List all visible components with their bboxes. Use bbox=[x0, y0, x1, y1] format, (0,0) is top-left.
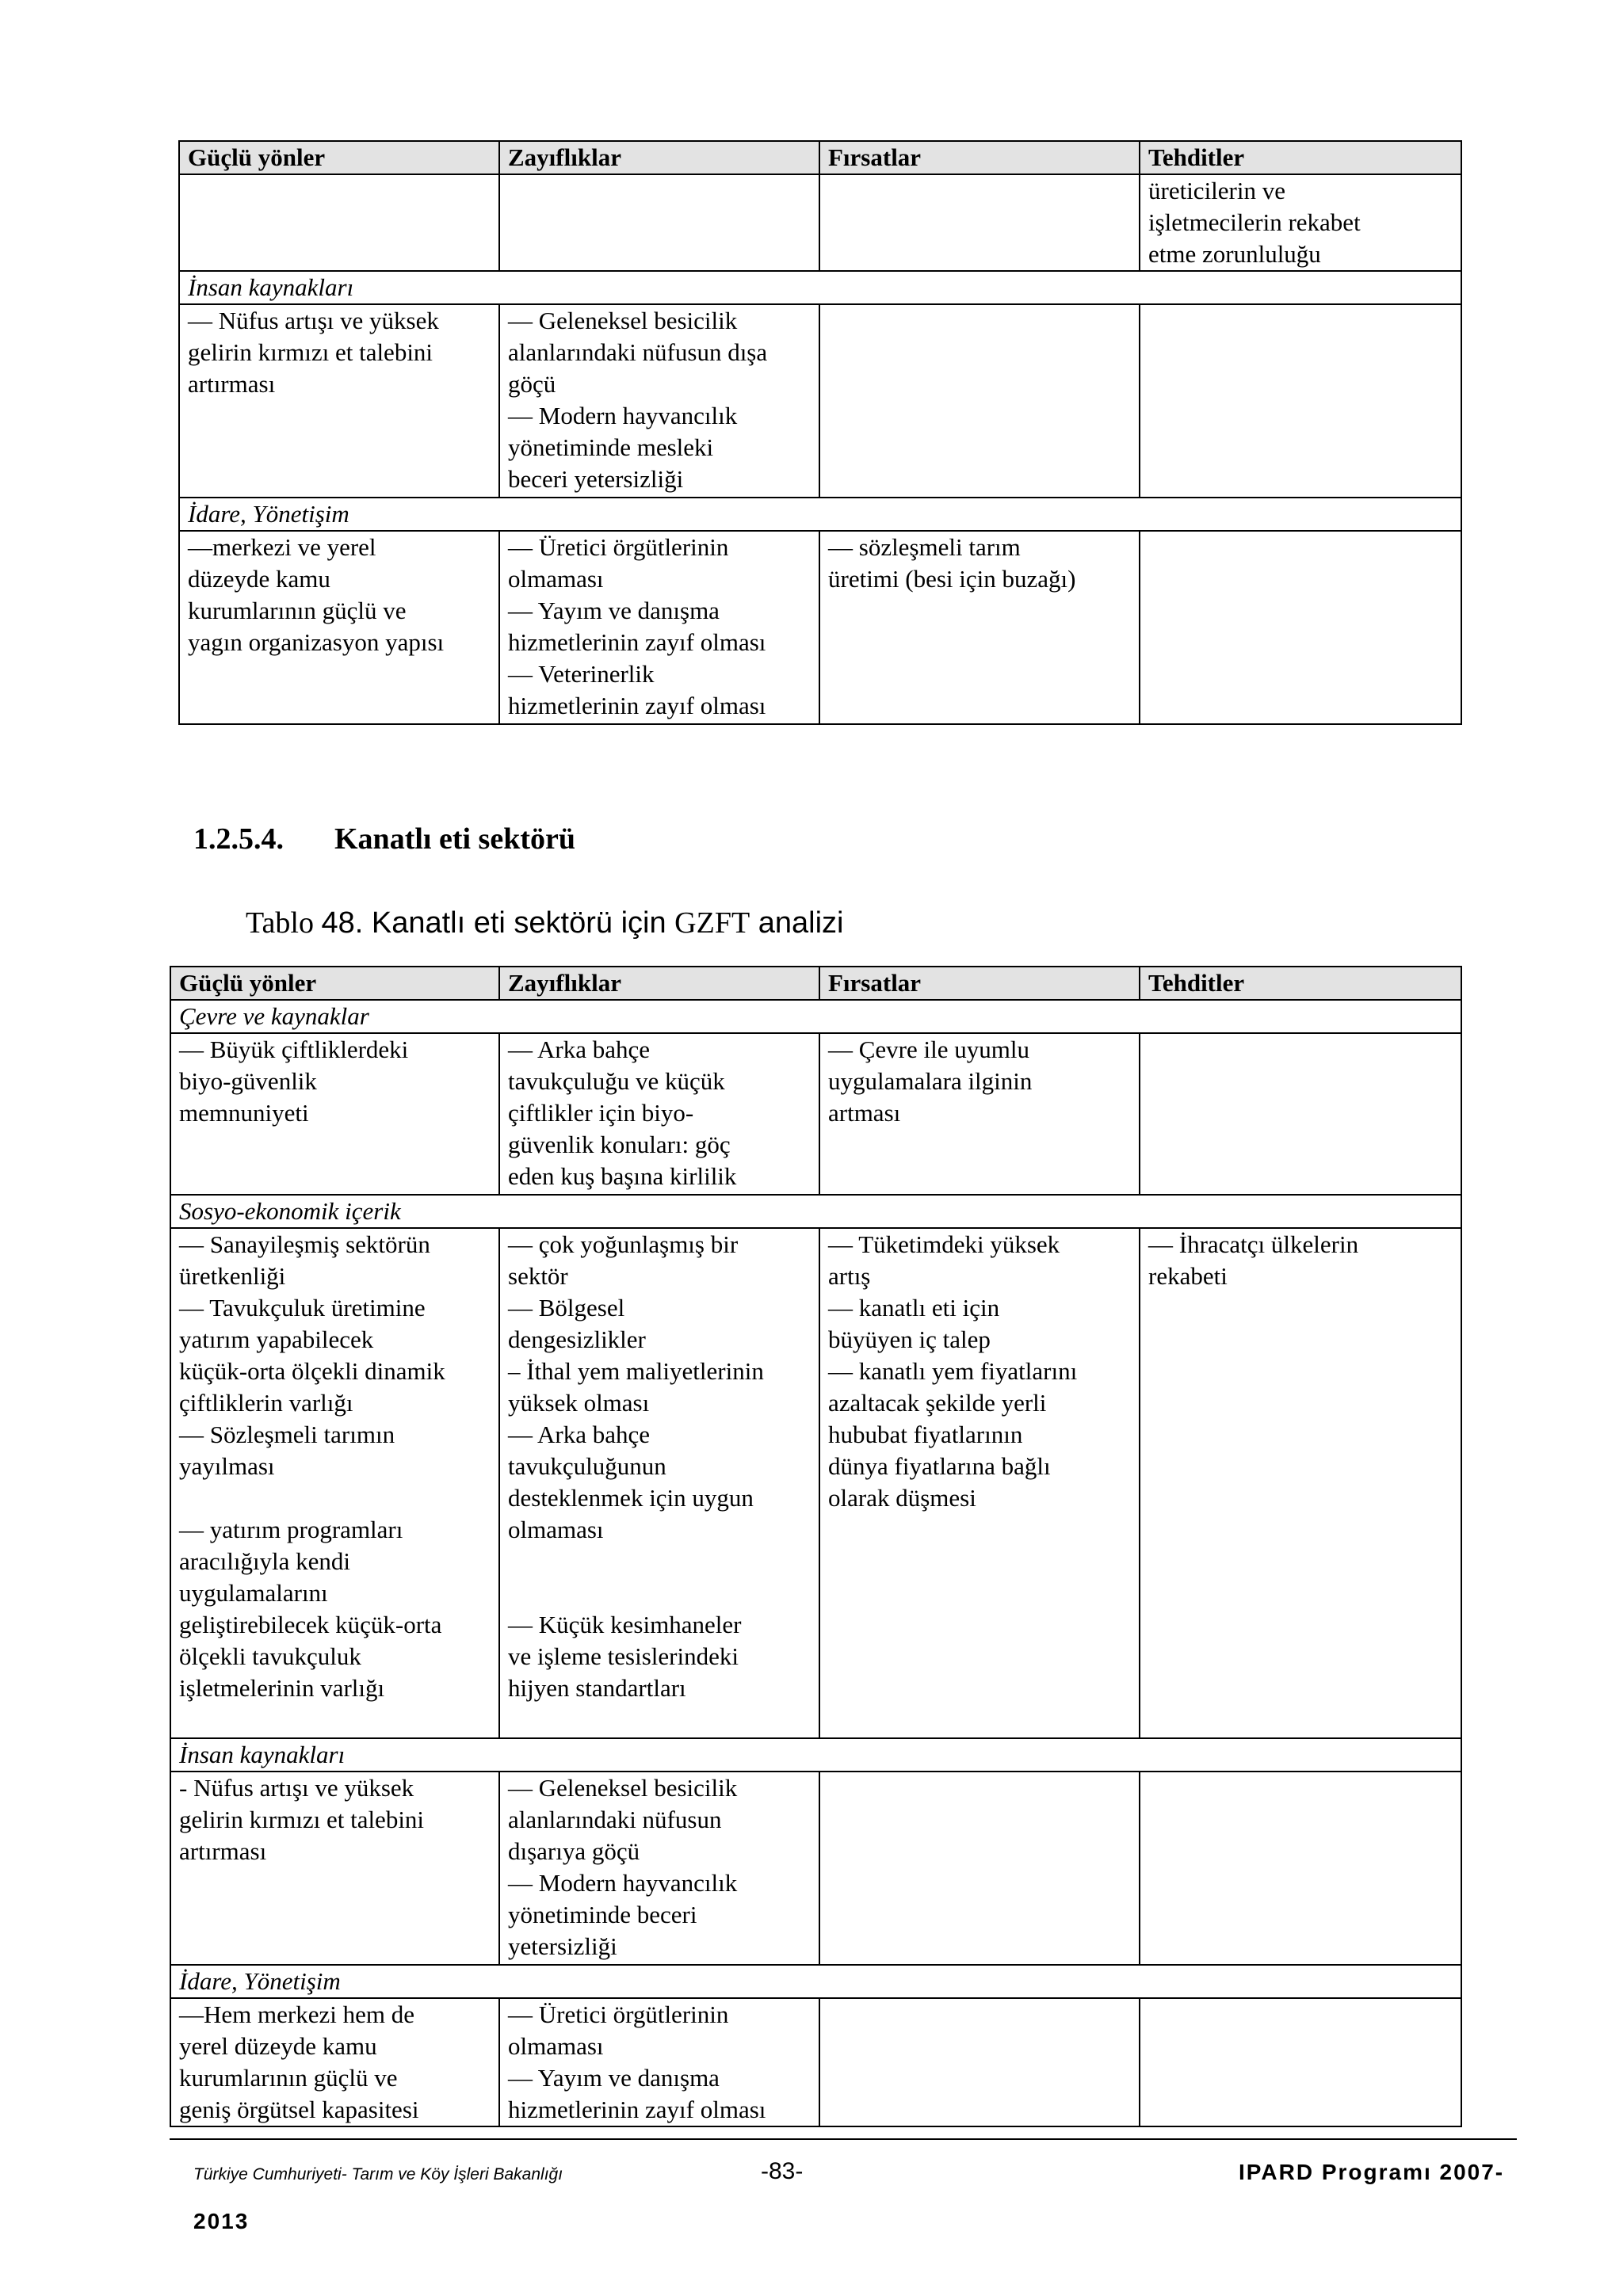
cell-weaknesses bbox=[499, 531, 819, 724]
cell-threats bbox=[1140, 304, 1461, 498]
cell-line: — Çevre ile uyumlu bbox=[828, 1035, 1029, 1063]
page-number: -83- bbox=[761, 2158, 804, 2184]
footer-divider bbox=[170, 2138, 1517, 2140]
cell-line: yagın organizasyon yapısı bbox=[188, 628, 445, 656]
cell-line: — Arka bahçe bbox=[508, 1421, 651, 1448]
cell-line: —merkezi ve yerel bbox=[188, 533, 376, 561]
cell-opportunities bbox=[819, 1228, 1140, 1738]
cell-line: olmaması bbox=[508, 1516, 604, 1543]
cell-opportunities bbox=[819, 1772, 1140, 1965]
caption-number-title: 48. Kanatlı eti sektörü için bbox=[321, 906, 675, 940]
cell-line: yönetiminde mesleki bbox=[508, 433, 714, 461]
cell-line: hizmetlerinin zayıf olması bbox=[508, 2096, 766, 2123]
cell-line: tavukçuluğu ve küçük bbox=[508, 1067, 725, 1095]
header-threats: Tehditler bbox=[1140, 141, 1461, 174]
blank-line bbox=[179, 1482, 491, 1514]
cell-line: üreticilerin ve bbox=[1148, 177, 1285, 204]
cell-line: aracılığıyla kendi bbox=[179, 1547, 351, 1575]
cell-line: — Sanayileşmiş sektörün bbox=[179, 1230, 430, 1258]
cell-line: biyo-güvenlik bbox=[179, 1067, 317, 1095]
table-row bbox=[170, 1228, 1461, 1738]
section-heading-title: Kanatlı eti sektörü bbox=[334, 822, 575, 856]
cell-opportunities bbox=[819, 531, 1140, 724]
cell-line: alanlarındaki nüfusun bbox=[508, 1806, 722, 1833]
cell-line: — Yayım ve danışma bbox=[508, 597, 720, 624]
section-row bbox=[179, 271, 1461, 304]
section-row bbox=[179, 498, 1461, 531]
table-row bbox=[170, 1998, 1461, 2126]
cell-line: — Yayım ve danışma bbox=[508, 2064, 720, 2092]
cell-line: — yatırım programları bbox=[179, 1516, 403, 1543]
table-row bbox=[179, 531, 1461, 724]
cell-line: artırması bbox=[188, 370, 276, 398]
cell-line: hizmetlerinin zayıf olması bbox=[508, 692, 766, 719]
cell-line: eden kuş başına kirlilik bbox=[508, 1162, 737, 1190]
cell-line: gelirin kırmızı et talebini bbox=[188, 338, 433, 366]
swot-table-continued bbox=[178, 140, 1462, 725]
blank-line bbox=[508, 1577, 811, 1609]
cell-line: uygulamalara ilginin bbox=[828, 1067, 1033, 1095]
cell-weaknesses bbox=[499, 1772, 819, 1965]
cell-line: göçü bbox=[508, 370, 556, 398]
cell-line: artış bbox=[828, 1262, 871, 1290]
cell-line: — kanatlı yem fiyatlarını bbox=[828, 1357, 1078, 1385]
section-title: İdare, Yönetişim bbox=[170, 1965, 1461, 1998]
cell-line: ölçekli tavukçuluk bbox=[179, 1642, 361, 1670]
cell-line: — çok yoğunlaşmış bir bbox=[508, 1230, 739, 1258]
cell-line: hububat fiyatlarının bbox=[828, 1421, 1023, 1448]
cell-line: — Modern hayvancılık bbox=[508, 402, 738, 429]
section-title: İdare, Yönetişim bbox=[179, 498, 1461, 531]
table-row bbox=[179, 174, 1461, 271]
header-opportunities: Fırsatlar bbox=[819, 141, 1140, 174]
cell-line: sektör bbox=[508, 1262, 568, 1290]
cell-threats bbox=[1140, 531, 1461, 724]
caption-suffix: analizi bbox=[750, 906, 844, 940]
header-weaknesses: Zayıflıklar bbox=[499, 141, 819, 174]
cell-strengths bbox=[179, 531, 499, 724]
swot-table-poultry bbox=[170, 966, 1462, 2127]
cell-line: düzeyde kamu bbox=[188, 565, 330, 593]
caption-prefix: Tablo bbox=[246, 906, 322, 940]
cell-line: dışarıya göçü bbox=[508, 1837, 640, 1865]
cell-weaknesses bbox=[499, 1033, 819, 1195]
cell-line: azaltacak şekilde yerli bbox=[828, 1389, 1047, 1417]
cell-threats bbox=[1140, 1998, 1461, 2126]
header-threats: Tehditler bbox=[1140, 967, 1461, 1000]
table-row bbox=[170, 1033, 1461, 1195]
cell-line: — Küçük kesimhaneler bbox=[508, 1611, 742, 1638]
cell-line: hizmetlerinin zayıf olması bbox=[508, 628, 766, 656]
cell-line: desteklenmek için uygun bbox=[508, 1484, 754, 1512]
cell-line: tavukçuluğunun bbox=[508, 1452, 666, 1480]
cell-line: — Sözleşmeli tarımın bbox=[179, 1421, 395, 1448]
footer-year: 2013 bbox=[193, 2209, 250, 2233]
cell-line: rekabeti bbox=[1148, 1262, 1228, 1290]
cell-line: yönetiminde beceri bbox=[508, 1901, 697, 1928]
cell-line: - Nüfus artışı ve yüksek bbox=[179, 1774, 414, 1802]
section-row bbox=[170, 1195, 1461, 1228]
cell-line: çiftliklerin varlığı bbox=[179, 1389, 353, 1417]
cell-line: — sözleşmeli tarım bbox=[828, 533, 1021, 561]
cell-line: geliştirebilecek küçük-orta bbox=[179, 1611, 442, 1638]
cell-weaknesses bbox=[499, 304, 819, 498]
cell-line: kurumlarının güçlü ve bbox=[188, 597, 407, 624]
cell-line: yatırım yapabilecek bbox=[179, 1325, 374, 1353]
header-weaknesses: Zayıflıklar bbox=[499, 967, 819, 1000]
cell-line: işletmelerinin varlığı bbox=[179, 1674, 385, 1702]
cell-strengths bbox=[179, 304, 499, 498]
cell-line: geniş örgütsel kapasitesi bbox=[179, 2096, 419, 2123]
table-row bbox=[179, 304, 1461, 498]
caption-gzft: GZFT bbox=[674, 906, 750, 940]
cell-line: — Tavukçuluk üretimine bbox=[179, 1294, 426, 1322]
section-row bbox=[170, 1000, 1461, 1033]
header-opportunities: Fırsatlar bbox=[819, 967, 1140, 1000]
cell-opportunities bbox=[819, 304, 1140, 498]
cell-line: — Geleneksel besicilik bbox=[508, 1774, 738, 1802]
cell-line: üretkenliği bbox=[179, 1262, 286, 1290]
cell-line: yerel düzeyde kamu bbox=[179, 2032, 377, 2060]
section-title: İnsan kaynakları bbox=[170, 1738, 1461, 1772]
cell-threats bbox=[1140, 174, 1461, 271]
cell-line: — Geleneksel besicilik bbox=[508, 307, 738, 334]
cell-line: gelirin kırmızı et talebini bbox=[179, 1806, 425, 1833]
cell-strengths bbox=[170, 1228, 499, 1738]
cell-opportunities bbox=[819, 1998, 1140, 2126]
section-row bbox=[170, 1965, 1461, 1998]
cell-line: — Nüfus artışı ve yüksek bbox=[188, 307, 439, 334]
cell-line: — Veterinerlik bbox=[508, 660, 655, 688]
cell-line: — Üretici örgütlerinin bbox=[508, 533, 729, 561]
cell-weaknesses bbox=[499, 1228, 819, 1738]
cell-line: etme zorunluluğu bbox=[1148, 240, 1321, 268]
cell-line: memnuniyeti bbox=[179, 1099, 309, 1127]
cell-line: — kanatlı eti için bbox=[828, 1294, 1000, 1322]
cell-line: dengesizlikler bbox=[508, 1325, 646, 1353]
cell-line: artırması bbox=[179, 1837, 267, 1865]
cell-line: kurumlarının güçlü ve bbox=[179, 2064, 398, 2092]
cell-line: —Hem merkezi hem de bbox=[179, 2000, 414, 2028]
cell-strengths bbox=[170, 1033, 499, 1195]
table-caption bbox=[246, 906, 843, 940]
section-title: İnsan kaynakları bbox=[179, 271, 1461, 304]
cell-opportunities bbox=[819, 174, 1140, 271]
cell-line: — Üretici örgütlerinin bbox=[508, 2000, 729, 2028]
table-header-row bbox=[179, 141, 1461, 174]
cell-line: alanlarındaki nüfusun dışa bbox=[508, 338, 768, 366]
cell-line: büyüyen iç talep bbox=[828, 1325, 991, 1353]
cell-weaknesses bbox=[499, 1998, 819, 2126]
section-heading bbox=[193, 822, 575, 856]
header-strengths: Güçlü yönler bbox=[170, 967, 499, 1000]
cell-line: üretimi (besi için buzağı) bbox=[828, 565, 1076, 593]
cell-line: yetersizliği bbox=[508, 1932, 617, 1960]
cell-line: çiftlikler için biyo- bbox=[508, 1099, 694, 1127]
section-title: Sosyo-ekonomik içerik bbox=[170, 1195, 1461, 1228]
cell-line: olmaması bbox=[508, 565, 604, 593]
cell-threats bbox=[1140, 1772, 1461, 1965]
cell-line: – İthal yem maliyetlerinin bbox=[508, 1357, 764, 1385]
section-title: Çevre ve kaynaklar bbox=[170, 1000, 1461, 1033]
cell-line: — Bölgesel bbox=[508, 1294, 625, 1322]
cell-line: güvenlik konuları: göç bbox=[508, 1131, 731, 1158]
cell-opportunities bbox=[819, 1033, 1140, 1195]
cell-threats bbox=[1140, 1033, 1461, 1195]
cell-line: — İhracatçı ülkelerin bbox=[1148, 1230, 1359, 1258]
cell-strengths bbox=[179, 174, 499, 271]
cell-line: yüksek olması bbox=[508, 1389, 650, 1417]
cell-line: olarak düşmesi bbox=[828, 1484, 976, 1512]
cell-line: uygulamalarını bbox=[179, 1579, 328, 1607]
table-header-row bbox=[170, 967, 1461, 1000]
footer-program: IPARD Programı 2007- bbox=[1239, 2160, 1505, 2184]
cell-strengths bbox=[170, 1772, 499, 1965]
cell-line: beceri yetersizliği bbox=[508, 465, 684, 493]
cell-line: — Büyük çiftliklerdeki bbox=[179, 1035, 409, 1063]
section-number: 1.2.5.4. bbox=[193, 822, 284, 856]
blank-line bbox=[508, 1546, 811, 1577]
cell-weaknesses bbox=[499, 174, 819, 271]
cell-line: olmaması bbox=[508, 2032, 604, 2060]
cell-threats bbox=[1140, 1228, 1461, 1738]
cell-line: artması bbox=[828, 1099, 901, 1127]
cell-line: — Modern hayvancılık bbox=[508, 1869, 738, 1897]
table-row bbox=[170, 1772, 1461, 1965]
cell-line: işletmecilerin rekabet bbox=[1148, 208, 1361, 236]
cell-line: — Tüketimdeki yüksek bbox=[828, 1230, 1060, 1258]
cell-line: dünya fiyatlarına bağlı bbox=[828, 1452, 1051, 1480]
cell-line: hijyen standartları bbox=[508, 1674, 686, 1702]
cell-strengths bbox=[170, 1998, 499, 2126]
cell-line: küçük-orta ölçekli dinamik bbox=[179, 1357, 445, 1385]
cell-line: — Arka bahçe bbox=[508, 1035, 651, 1063]
cell-line: yayılması bbox=[179, 1452, 275, 1480]
footer-ministry: Türkiye Cumhuriyeti- Tarım ve Köy İşleri Bakanlığı bbox=[193, 2165, 563, 2183]
header-strengths: Güçlü yönler bbox=[179, 141, 499, 174]
section-row bbox=[170, 1738, 1461, 1772]
cell-line: ve işleme tesislerindeki bbox=[508, 1642, 739, 1670]
